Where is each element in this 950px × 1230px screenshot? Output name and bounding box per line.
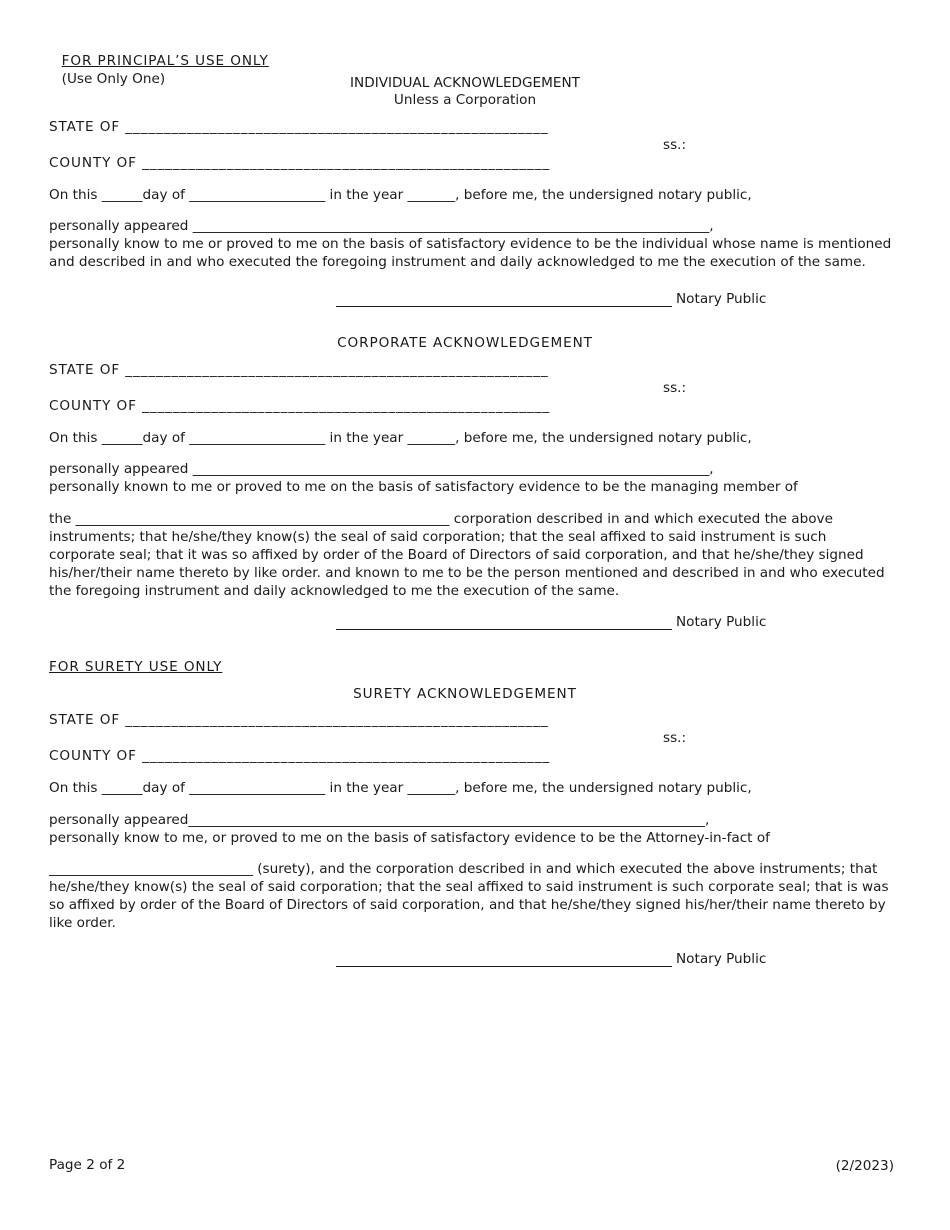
individual-body-text: personally know to me or proved to me on the basis of satisfactory evidence to be the individual whose name is mentioned and described in and who executed the foregoing instrument and daily acknowledged to me the execution of the same.	[49, 236, 892, 270]
individual-notary-signature-line[interactable]	[336, 306, 672, 307]
individual-ss: ss.:	[663, 137, 687, 153]
surety-notary-signature-line[interactable]	[336, 966, 672, 967]
individual-date-line[interactable]: On this ______day of ____________________ in the year _______, before me, the undersigned notary public,	[49, 187, 752, 203]
individual-appeared-line[interactable]: personally appeared ____________________________________________________________________________,	[49, 218, 714, 234]
surety-state-field[interactable]: STATE OF _______________________________________________________	[49, 712, 549, 728]
corporate-notary-label: Notary Public	[676, 614, 767, 630]
corporate-date-line[interactable]: On this ______day of ____________________ in the year _______, before me, the undersigned notary public,	[49, 430, 752, 446]
individual-title: INDIVIDUAL ACKNOWLEDGEMENT	[350, 75, 580, 91]
page-number: Page 2 of 2	[49, 1157, 126, 1173]
corporate-ss: ss.:	[663, 380, 687, 396]
corporate-notary-signature-line[interactable]	[336, 629, 672, 630]
surety-known-line: personally know to me, or proved to me on the basis of satisfactory evidence to be the Attorney-in-fact of	[49, 830, 770, 846]
individual-subtitle: Unless a Corporation	[393, 92, 537, 108]
corporate-appeared-line[interactable]: personally appeared ____________________________________________________________________________,	[49, 461, 714, 477]
individual-notary-label: Notary Public	[676, 291, 767, 307]
revision-date: (2/2023)	[835, 1158, 894, 1174]
principal-use-note: (Use Only One)	[61, 71, 166, 87]
surety-body-text: ______________________________ (surety), and the corporation described in and which executed the above instruments; that he/she/they know(s) the seal of said corporation; that the seal affixed to said instrument is such corporate seal; that is was so affixed by order of the Board of Directors of said corporation, and that he/she/they signed his/her/their name thereto by like order.	[49, 861, 889, 931]
surety-use-heading: FOR SURETY USE ONLY	[49, 659, 223, 675]
surety-county-field[interactable]: COUNTY OF _____________________________________________________	[49, 748, 551, 764]
surety-title: SURETY ACKNOWLEDGEMENT	[353, 686, 577, 702]
corporate-county-field[interactable]: COUNTY OF _____________________________________________________	[49, 398, 551, 414]
corporate-body-text: the _______________________________________________________ corporation described in and which executed the above instruments; that he/she/they know(s) the seal of said corporation; that the seal affixed to said instrument is such corporate seal; that it was so affixed by order of the Board of Directors of said corporation, and that he/she/they signed his/her/their name thereto by like order. and known to me to be the person mentioned and described in and who executed the foregoing instrument and daily acknowledged to me the execution of the same.	[49, 511, 885, 599]
individual-state-field[interactable]: STATE OF _______________________________________________________	[49, 119, 549, 135]
surety-appeared-line[interactable]: personally appeared____________________________________________________________________________,	[49, 812, 710, 828]
surety-date-line[interactable]: On this ______day of ____________________ in the year _______, before me, the undersigned notary public,	[49, 780, 752, 796]
surety-notary-label: Notary Public	[676, 951, 767, 967]
principal-use-label: FOR PRINCIPAL’S USE ONLY	[61, 53, 269, 69]
corporate-known-line: personally known to me or proved to me on the basis of satisfactory evidence to be the managing member of	[49, 479, 798, 495]
individual-county-field[interactable]: COUNTY OF _____________________________________________________	[49, 155, 551, 171]
surety-ss: ss.:	[663, 730, 687, 746]
corporate-title: CORPORATE ACKNOWLEDGEMENT	[337, 335, 593, 351]
corporate-state-field[interactable]: STATE OF _______________________________________________________	[49, 362, 549, 378]
